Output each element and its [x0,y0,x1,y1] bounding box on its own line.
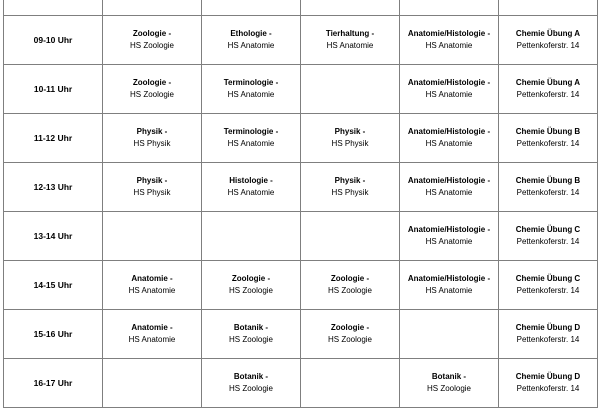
course-room: HS Anatomie [425,188,473,197]
timetable-row [4,261,598,310]
timetable-row [4,114,598,163]
time-slot-label: 14-15 Uhr [4,261,103,310]
course-room: Pettenkoferstr. 14 [516,139,580,148]
schedule-cell [301,163,400,212]
course-title: Chemie Übung A [515,78,581,87]
timetable-body [4,0,598,408]
course-title: Zoologie - [330,323,370,332]
schedule-cell [301,0,400,16]
timetable-row [4,212,598,261]
course-room: Pettenkoferstr. 14 [516,188,580,197]
course-room: HS Zoologie [228,286,274,295]
time-slot-label: 09-10 Uhr [4,16,103,65]
time-slot-label: 13-14 Uhr [4,212,103,261]
schedule-cell [301,310,400,359]
schedule-cell [301,212,400,261]
schedule-cell [202,212,301,261]
course-title: Botanik - [233,372,269,381]
schedule-cell [499,310,598,359]
schedule-cell [103,310,202,359]
schedule-cell [202,359,301,408]
schedule-cell [301,114,400,163]
schedule-cell [499,359,598,408]
course-room: HS Physik [331,139,369,148]
schedule-cell [499,0,598,16]
course-title: Botanik - [431,372,467,381]
course-title: Zoologie - [132,29,172,38]
course-title: Chemie Übung B [515,176,581,185]
course-room: HS Anatomie [326,41,374,50]
schedule-cell [400,0,499,16]
schedule-cell [202,261,301,310]
schedule-cell [499,163,598,212]
schedule-cell [301,65,400,114]
course-title: Terminologie - [223,78,279,87]
course-title: Zoologie - [330,274,370,283]
course-title: Physik - [334,176,366,185]
course-room: HS Anatomie [227,139,275,148]
course-title: Ethologie - [230,29,272,38]
time-slot-label: 12-13 Uhr [4,163,103,212]
course-title: Chemie Übung A [515,29,581,38]
schedule-cell [202,114,301,163]
schedule-cell [400,310,499,359]
course-title: Terminologie - [223,127,279,136]
course-room: HS Anatomie [425,286,473,295]
course-title: Anatomie/Histologie - [407,225,491,234]
course-room: HS Anatomie [227,41,275,50]
course-title: Anatomie/Histologie - [407,176,491,185]
course-title: Physik - [136,176,168,185]
course-title: Chemie Übung D [515,323,581,332]
schedule-cell [400,212,499,261]
course-room: Pettenkoferstr. 14 [516,286,580,295]
time-slot-label [4,0,103,16]
course-room: HS Anatomie [128,335,176,344]
course-title: Tierhaltung - [325,29,375,38]
time-slot-label: 16-17 Uhr [4,359,103,408]
time-slot-label: 11-12 Uhr [4,114,103,163]
schedule-cell [400,65,499,114]
schedule-cell [202,65,301,114]
course-title: Anatomie - [131,274,173,283]
timetable-row [4,16,598,65]
course-title: Physik - [136,127,168,136]
course-title: Zoologie - [231,274,271,283]
course-title: Chemie Übung C [515,274,581,283]
schedule-cell [499,65,598,114]
schedule-cell [301,261,400,310]
schedule-cell [202,16,301,65]
course-room: HS Zoologie [228,335,274,344]
schedule-cell [400,163,499,212]
course-room: Pettenkoferstr. 14 [516,41,580,50]
course-room: HS Physik [331,188,369,197]
timetable-row [4,163,598,212]
course-title: Histologie - [229,176,273,185]
course-room: HS Zoologie [129,90,175,99]
course-title: Botanik - [233,323,269,332]
schedule-cell [499,212,598,261]
course-room: HS Zoologie [129,41,175,50]
schedule-cell [103,0,202,16]
schedule-cell [103,114,202,163]
course-title: Chemie Übung C [515,225,581,234]
course-room: HS Zoologie [327,286,373,295]
schedule-cell [103,261,202,310]
course-title: Anatomie/Histologie - [407,29,491,38]
timetable-row [4,310,598,359]
course-title: Anatomie/Histologie - [407,274,491,283]
schedule-cell [400,114,499,163]
schedule-cell [499,261,598,310]
timetable [3,0,598,408]
timetable-row [4,65,598,114]
course-room: HS Anatomie [227,90,275,99]
course-room: HS Anatomie [227,188,275,197]
course-room: HS Anatomie [425,90,473,99]
course-title: Chemie Übung D [515,372,581,381]
schedule-cell [301,16,400,65]
course-room: Pettenkoferstr. 14 [516,90,580,99]
course-room: Pettenkoferstr. 14 [516,384,580,393]
schedule-cell [103,359,202,408]
course-room: HS Zoologie [327,335,373,344]
course-room: HS Anatomie [425,41,473,50]
course-room: HS Anatomie [425,139,473,148]
course-room: HS Anatomie [425,237,473,246]
schedule-cell [301,359,400,408]
timetable-row [4,359,598,408]
schedule-cell [400,261,499,310]
schedule-cell [400,16,499,65]
schedule-cell [499,16,598,65]
time-slot-label: 15-16 Uhr [4,310,103,359]
schedule-cell [103,163,202,212]
timetable-row [4,0,598,16]
course-title: Chemie Übung B [515,127,581,136]
course-room: HS Physik [133,139,171,148]
schedule-cell [202,163,301,212]
time-slot-label: 10-11 Uhr [4,65,103,114]
schedule-cell [202,310,301,359]
course-title: Anatomie - [131,323,173,332]
schedule-cell [499,114,598,163]
schedule-cell [103,65,202,114]
course-title: Anatomie/Histologie - [407,127,491,136]
course-room: HS Anatomie [128,286,176,295]
course-title: Anatomie/Histologie - [407,78,491,87]
course-room: Pettenkoferstr. 14 [516,237,580,246]
course-title: Physik - [334,127,366,136]
schedule-cell [400,359,499,408]
course-room: Pettenkoferstr. 14 [516,335,580,344]
schedule-cell [202,0,301,16]
course-room: HS Zoologie [426,384,472,393]
schedule-cell [103,212,202,261]
course-title: Zoologie - [132,78,172,87]
course-room: HS Physik [133,188,171,197]
course-room: HS Zoologie [228,384,274,393]
schedule-cell [103,16,202,65]
